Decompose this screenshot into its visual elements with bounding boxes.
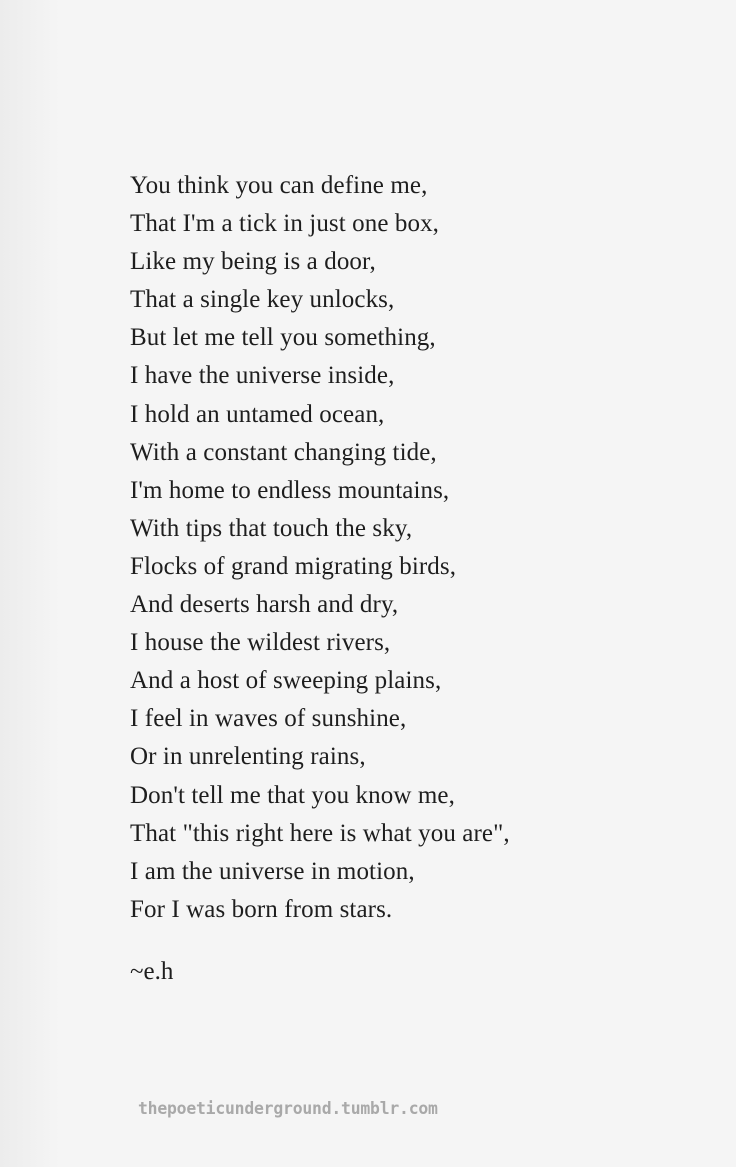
- poem-line: For I was born from stars.: [130, 895, 393, 923]
- poem-line: That a single key unlocks,: [130, 286, 395, 314]
- poem-line: I house the wildest rivers,: [130, 629, 391, 657]
- poem-line: I have the universe inside,: [130, 362, 395, 390]
- poem-line: That I'm a tick in just one box,: [130, 210, 440, 238]
- poem-line: I'm home to endless mountains,: [130, 476, 450, 504]
- poem-line: I hold an untamed ocean,: [130, 400, 385, 428]
- poem-line: I am the universe in motion,: [130, 857, 415, 885]
- source-watermark: thepoeticunderground.tumblr.com: [138, 1099, 438, 1118]
- poem-line: Like my being is a door,: [130, 248, 376, 276]
- poem-line: That "this right here is what you are",: [130, 819, 510, 847]
- poem-line: I feel in waves of sunshine,: [130, 705, 407, 733]
- page-shadow: [0, 0, 60, 1167]
- poem-line: Don't tell me that you know me,: [130, 781, 455, 809]
- poem-line: With tips that touch the sky,: [130, 514, 413, 542]
- poem-line: But let me tell you something,: [130, 324, 436, 352]
- poem-line: And deserts harsh and dry,: [130, 591, 399, 619]
- poem-line: And a host of sweeping plains,: [130, 667, 442, 695]
- poem-line: Flocks of grand migrating birds,: [130, 552, 457, 580]
- poem-text: [130, 167, 510, 929]
- author-signature: ~e.h: [130, 958, 174, 985]
- poem-line: With a constant changing tide,: [130, 438, 437, 466]
- poem-line: You think you can define me,: [130, 172, 428, 199]
- poem-line: Or in unrelenting rains,: [130, 743, 366, 771]
